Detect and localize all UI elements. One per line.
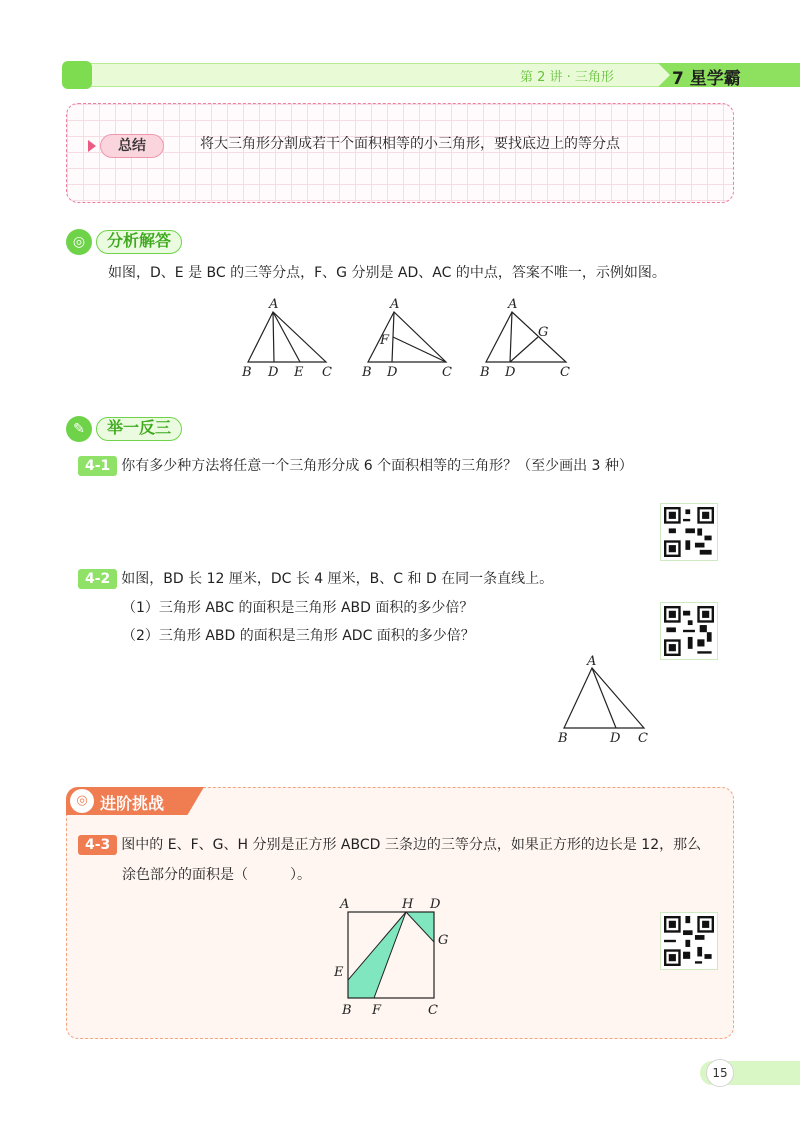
figure-1 xyxy=(248,312,326,362)
advanced-title: 进阶挑战 xyxy=(100,794,165,813)
question-text: 如图，BD 长 12 厘米，DC 长 4 厘米，B、C 和 D 在同一条直线上。 xyxy=(121,571,554,587)
label-D: D xyxy=(610,731,621,746)
target-icon: ◎ xyxy=(70,789,94,813)
target-icon: ◎ xyxy=(66,229,92,255)
question-4-1 xyxy=(78,455,633,477)
label-D: D xyxy=(268,365,279,380)
label-B: B xyxy=(480,365,490,380)
label-H: H xyxy=(402,897,414,912)
label-F: F xyxy=(380,333,390,348)
question-text: 你有多少种方法将任意一个三角形分成 6 个面积相等的三角形？（至少画出 3 种） xyxy=(121,458,633,474)
label-B: B xyxy=(362,365,372,380)
label-D: D xyxy=(387,365,398,380)
triangle-figure xyxy=(550,650,660,748)
pencil-icon: ✎ xyxy=(66,416,92,442)
label-D: D xyxy=(430,897,441,912)
square-figure xyxy=(326,890,456,1020)
label-C: C xyxy=(638,731,648,746)
qr-code-icon[interactable] xyxy=(660,602,718,660)
practice-title: 举一反三 xyxy=(96,417,182,441)
question-tag: 4-3 xyxy=(78,835,117,855)
question-tag: 4-2 xyxy=(78,569,117,589)
label-C: C xyxy=(560,365,570,380)
label-F: F xyxy=(372,1003,382,1018)
question-text: 图中的 E、F、G、H 分别是正方形 ABCD 三条边的三等分点，如果正方形的边长是 12，那么 xyxy=(121,837,702,853)
label-A: A xyxy=(587,654,597,669)
qr-code-icon[interactable] xyxy=(660,503,718,561)
analysis-figures xyxy=(230,292,590,384)
logo-icon xyxy=(62,61,92,89)
question-4-3 xyxy=(78,834,701,856)
chapter-title: 第 2 讲 · 三角形 xyxy=(520,70,614,85)
arrow-right-icon xyxy=(88,140,96,152)
label-E: E xyxy=(294,365,304,380)
label-C: C xyxy=(322,365,332,380)
brand-name: 7 星学霸 xyxy=(672,69,741,89)
practice-header xyxy=(66,416,182,442)
label-A: A xyxy=(340,897,350,912)
question-4-2 xyxy=(78,568,553,590)
question-tag: 4-1 xyxy=(78,456,117,476)
question-text-line-2: 涂色部分的面积是（ ）。 xyxy=(122,867,311,883)
label-B: B xyxy=(342,1003,352,1018)
analysis-text: 如图，D、E 是 BC 的三等分点，F、G 分别是 AD、AC 的中点，答案不唯一，示例如图。 xyxy=(108,265,666,281)
analysis-header xyxy=(66,229,182,255)
summary-text: 将大三角形分割成若干个面积相等的小三角形，要找底边上的等分点 xyxy=(200,136,620,152)
label-B: B xyxy=(242,365,252,380)
label-B: B xyxy=(558,731,568,746)
figure-3 xyxy=(486,312,566,362)
label-C: C xyxy=(428,1003,438,1018)
summary-label: 总结 xyxy=(100,134,164,158)
label-E: E xyxy=(334,965,344,980)
label-G: G xyxy=(438,933,449,948)
page-number: 15 xyxy=(706,1059,734,1087)
sub-question-1: （1）三角形 ABC 的面积是三角形 ABD 面积的多少倍？ xyxy=(122,600,474,616)
label-G: G xyxy=(538,325,549,340)
analysis-title: 分析解答 xyxy=(96,230,182,254)
label-D: D xyxy=(505,365,516,380)
sub-question-2: （2）三角形 ABD 的面积是三角形 ADC 面积的多少倍？ xyxy=(122,628,475,644)
label-A: A xyxy=(269,297,279,312)
label-A: A xyxy=(390,297,400,312)
label-C: C xyxy=(442,365,452,380)
qr-code-icon[interactable] xyxy=(660,912,718,970)
label-A: A xyxy=(508,297,518,312)
